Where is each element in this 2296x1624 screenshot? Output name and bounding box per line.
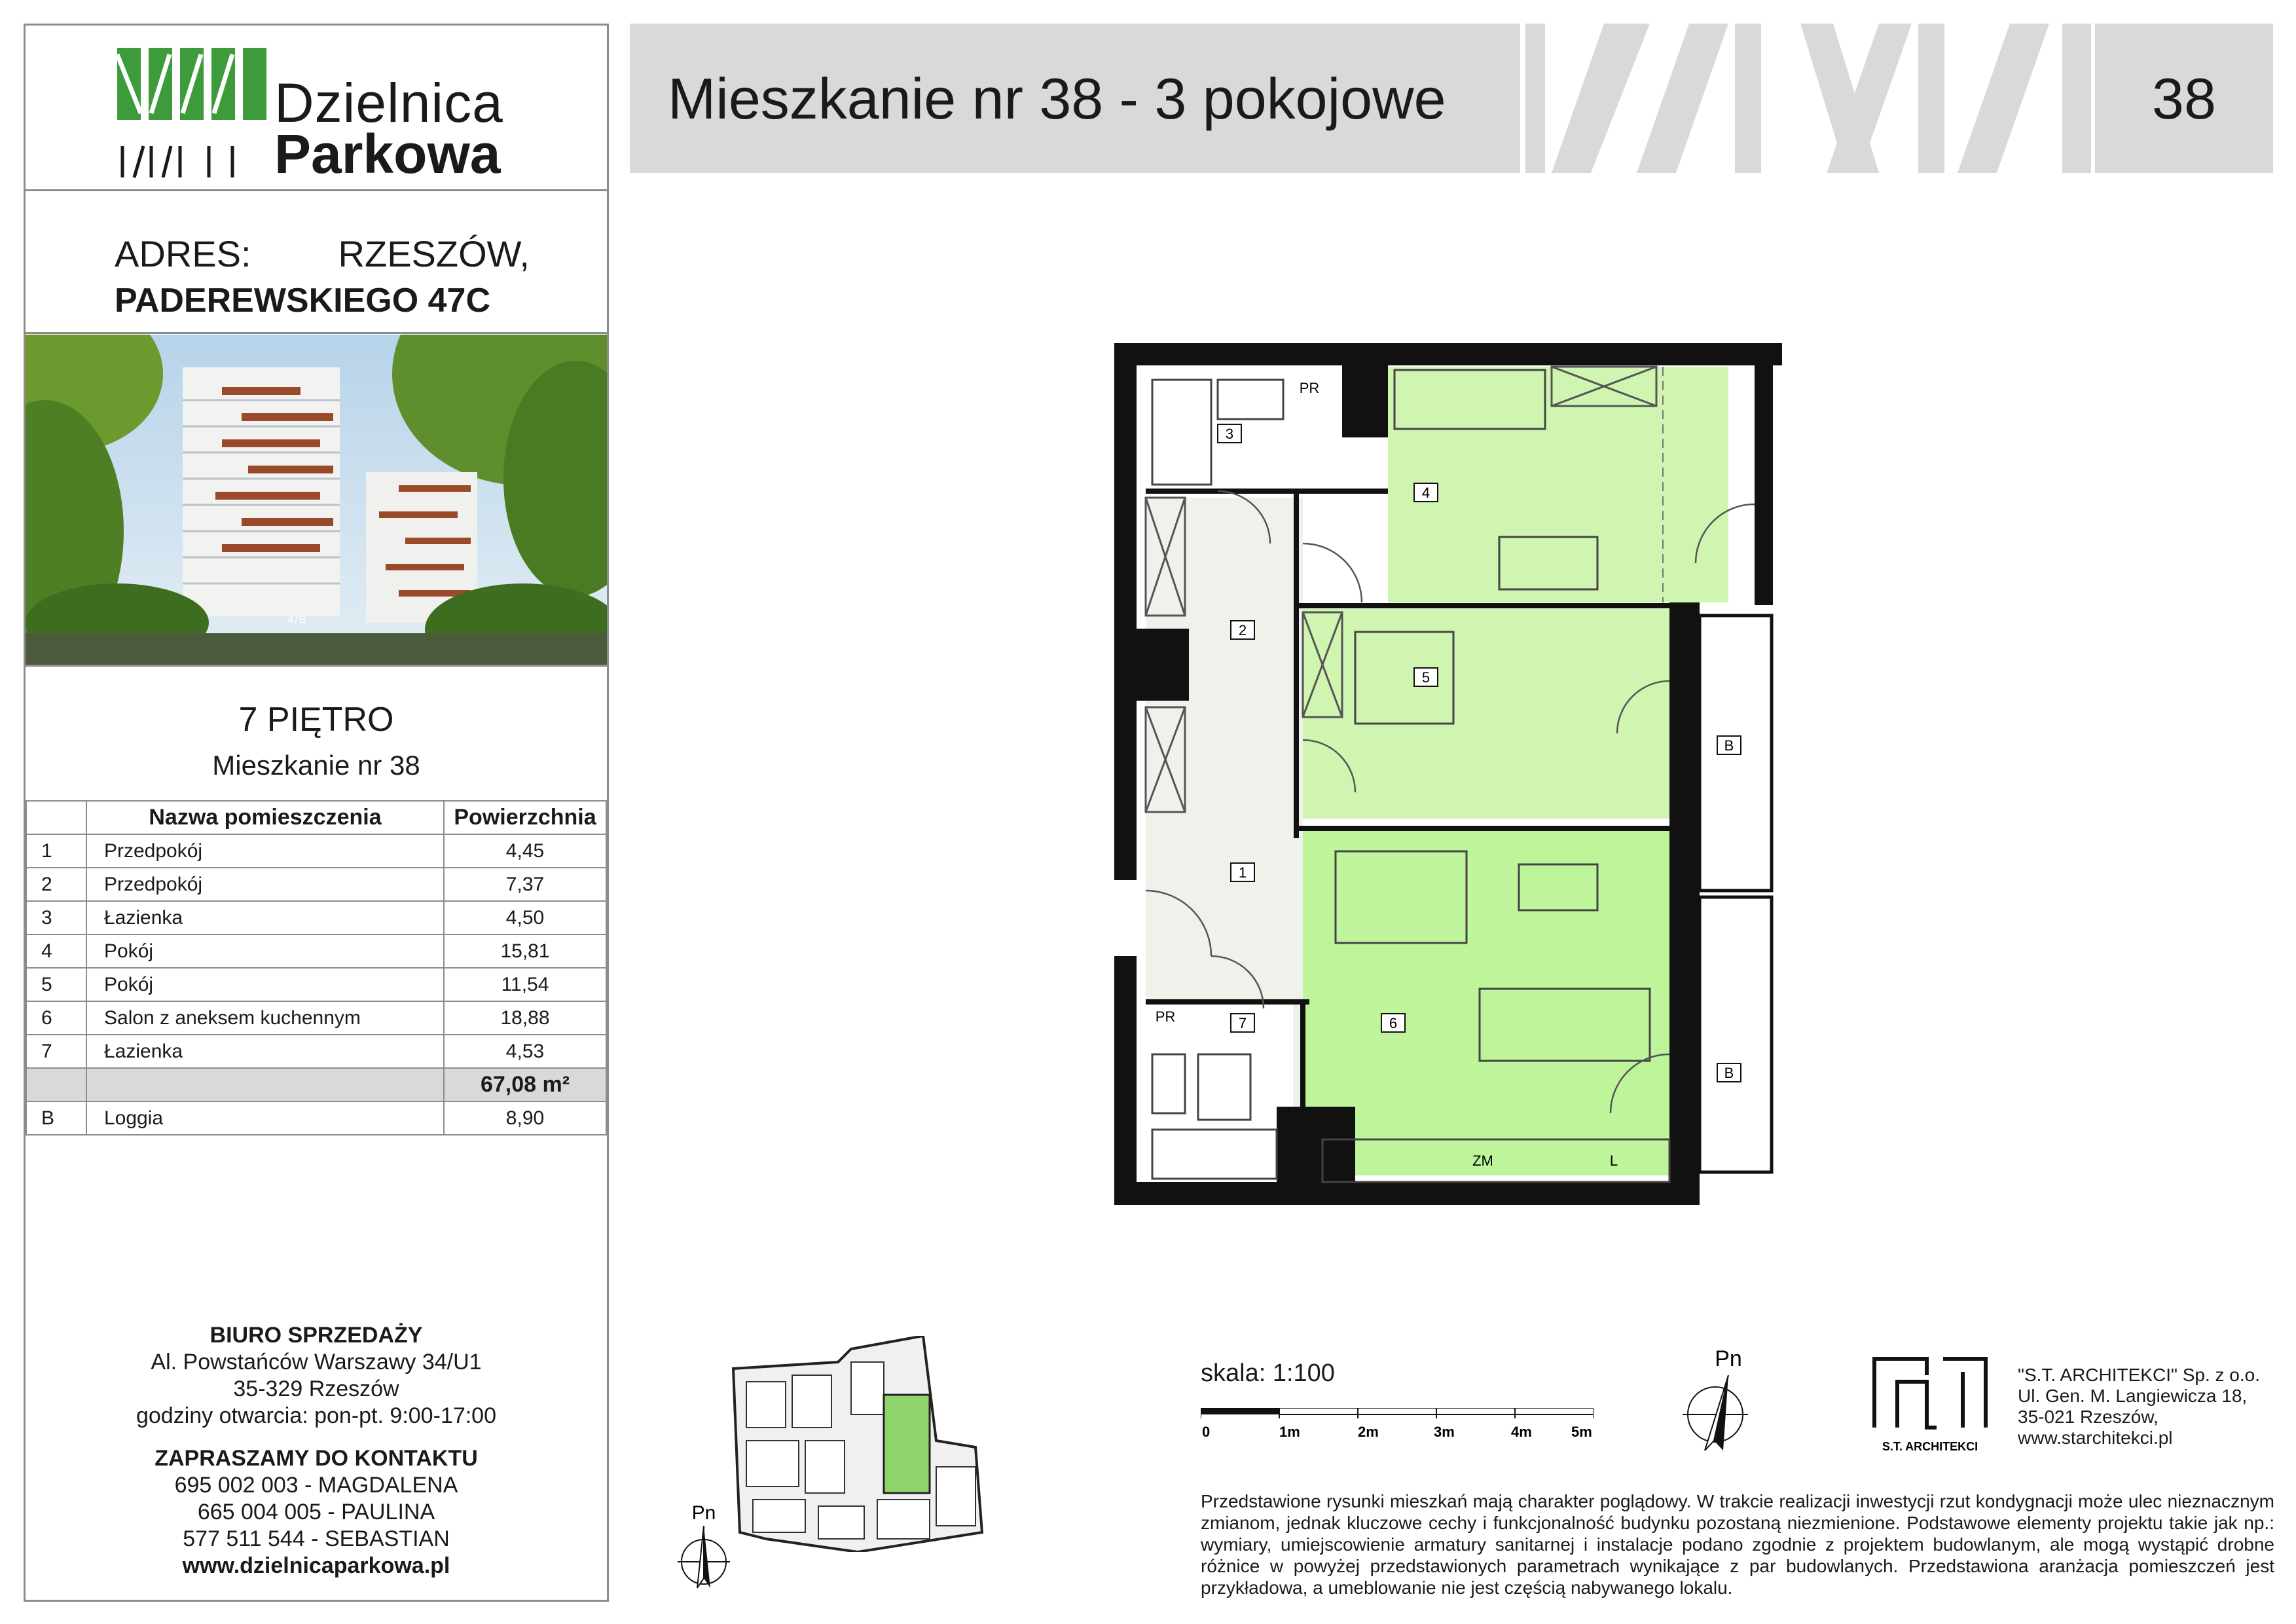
room-name: Przedpokój: [86, 834, 444, 868]
header-no: [26, 801, 86, 834]
building-photo: [26, 335, 607, 665]
divider: [26, 665, 607, 667]
room-no: 1: [26, 834, 86, 868]
room-no: 6: [26, 1001, 86, 1035]
room-name: Łazienka: [86, 901, 444, 934]
room-label: 1: [1238, 864, 1247, 881]
brand-logo-mark: [117, 48, 274, 179]
room-name: Przedpokój: [86, 868, 444, 901]
header-area: Powierzchnia: [444, 801, 606, 834]
room-label: 7: [1238, 1015, 1247, 1031]
apartment-name: Mieszkanie nr 38: [212, 750, 420, 781]
room-name: Pokój: [86, 934, 444, 968]
room-name: Łazienka: [86, 1035, 444, 1068]
loggia-name: Loggia: [86, 1101, 444, 1135]
address-street: PADEREWSKIEGO 47C: [115, 282, 491, 320]
scale-tick: 4m: [1511, 1424, 1532, 1440]
address-city: RZESZÓW,: [338, 233, 530, 274]
fixture-label: PR: [1155, 1008, 1176, 1025]
phone-2: 665 004 005 - PAULINA: [197, 1500, 435, 1524]
architect-website[interactable]: www.starchitekci.pl: [2018, 1428, 2173, 1448]
table-row: [26, 1001, 606, 1035]
sales-office-street: Al. Powstańców Warszawy 34/U1: [151, 1350, 482, 1375]
room-area: 7,37: [444, 868, 606, 901]
room-area: 4,50: [444, 901, 606, 934]
brand-name-line2: Parkowa: [274, 123, 501, 185]
architect-logo-text: S.T. ARCHITEKCI: [1882, 1440, 1978, 1453]
scale-tick: 1m: [1279, 1424, 1300, 1440]
total-no: [26, 1068, 86, 1101]
fixture-label: PR: [1299, 380, 1320, 396]
contact-title: ZAPRASZAMY DO KONTAKTU: [155, 1446, 478, 1471]
fixture-label: ZM: [1472, 1153, 1493, 1169]
room-no: 3: [26, 901, 86, 934]
room-no: 5: [26, 968, 86, 1001]
room-label: B: [1724, 737, 1734, 754]
tower-label: 47B: [287, 614, 306, 625]
table-header-row: [26, 801, 606, 834]
divider: [26, 332, 607, 334]
room-label: B: [1724, 1065, 1734, 1081]
table-row: [26, 968, 606, 1001]
room-area: 18,88: [444, 1001, 606, 1035]
room-area: 4,53: [444, 1035, 606, 1068]
scale-tick: 3m: [1434, 1424, 1455, 1440]
room-area: 15,81: [444, 934, 606, 968]
fixture-label: L: [1609, 1153, 1618, 1169]
room-name: Salon z aneksem kuchennym: [86, 1001, 444, 1035]
phone-1: 695 002 003 - MAGDALENA: [174, 1473, 458, 1498]
architect-city: 35-021 Rzeszów,: [2018, 1407, 2159, 1427]
table-row: [26, 868, 606, 901]
architect-logo: [1871, 1356, 1989, 1454]
room-label: 5: [1421, 669, 1430, 686]
floor-label: 7 PIĘTRO: [238, 701, 394, 739]
total-row: [26, 1068, 606, 1101]
phone-3: 577 511 544 - SEBASTIAN: [183, 1526, 450, 1551]
architect-street: Ul. Gen. M. Langiewicza 18,: [2018, 1386, 2248, 1406]
table-row: [26, 901, 606, 934]
disclaimer-text: Przedstawione rysunki mieszkań mają charakter poglądowy. W trakcie realizacji inwestycji rzut kondygnacji może ulec nieznacznym zmianom, jednak kluczowe cechy i funkcjonalność budynku pozostaną niezmienione. Podstawowe elementy projektu takie jak np.: wymiary, umiejscowienie armatury sanitarnej i instalacje podano zgodnie z projektem budowlanym, ale mogą wystąpić drobne różnice w powyżej przedstawionych parametrach wynikające z par budowlanych. Przedstawiona aranżacja pomieszczeń jest przykładowa, a umeblowanie nie jest częścią nabywanego lokalu.: [1201, 1491, 2274, 1598]
loggia-no: B: [26, 1101, 86, 1135]
scale-tick: 5m: [1571, 1424, 1592, 1440]
scale-bar: [1201, 1408, 1594, 1447]
website-link[interactable]: www.dzielnicaparkowa.pl: [182, 1553, 450, 1578]
room-no: 4: [26, 934, 86, 968]
north-arrow: [1676, 1342, 1761, 1454]
room-area: 4,45: [444, 834, 606, 868]
room-label: 6: [1389, 1015, 1398, 1031]
north-label: Pn: [1715, 1346, 1742, 1371]
table-row: [26, 934, 606, 968]
loggia-row: [26, 1101, 606, 1135]
page-title: Mieszkanie nr 38 - 3 pokojowe: [668, 66, 1446, 131]
building-key-plan: [727, 1336, 989, 1552]
loggia-area: 8,90: [444, 1101, 606, 1135]
room-name: Pokój: [86, 968, 444, 1001]
north-label-small: Pn: [691, 1502, 716, 1524]
table-row: [26, 1035, 606, 1068]
sales-office-city: 35-329 Rzeszów: [233, 1376, 399, 1401]
rooms-table: [26, 800, 607, 1135]
room-label: 2: [1238, 622, 1247, 638]
total-area: 67,08 m²: [444, 1068, 606, 1101]
room-label: 3: [1225, 426, 1234, 442]
total-name: [86, 1068, 444, 1101]
scale-label: skala: 1:100: [1201, 1359, 1335, 1387]
architect-info: [2018, 1365, 2260, 1449]
header-room-name: Nazwa pomieszczenia: [86, 801, 444, 834]
room-area: 11,54: [444, 968, 606, 1001]
architect-name: "S.T. ARCHITEKCI" Sp. z o.o.: [2018, 1365, 2260, 1385]
apartment-number: 38: [2152, 66, 2216, 131]
header-decoration: [1525, 24, 2091, 173]
info-panel: [24, 24, 609, 1602]
scale-tick: 0: [1202, 1424, 1211, 1440]
sales-office-title: BIURO SPRZEDAŻY: [210, 1323, 423, 1348]
room-no: 2: [26, 868, 86, 901]
scale-tick: 2m: [1358, 1424, 1379, 1440]
sales-office: [26, 1322, 607, 1579]
brand-name-line1: Dzielnica: [274, 72, 503, 134]
room-no: 7: [26, 1035, 86, 1068]
divider: [26, 189, 607, 191]
table-row: [26, 834, 606, 868]
north-arrow-small: [674, 1500, 733, 1591]
room-label: 4: [1421, 485, 1430, 501]
address-label: ADRES:: [115, 233, 251, 274]
sales-office-hours: godziny otwarcia: pon-pt. 9:00-17:00: [136, 1403, 496, 1428]
floor-plan: [1106, 341, 1794, 1205]
